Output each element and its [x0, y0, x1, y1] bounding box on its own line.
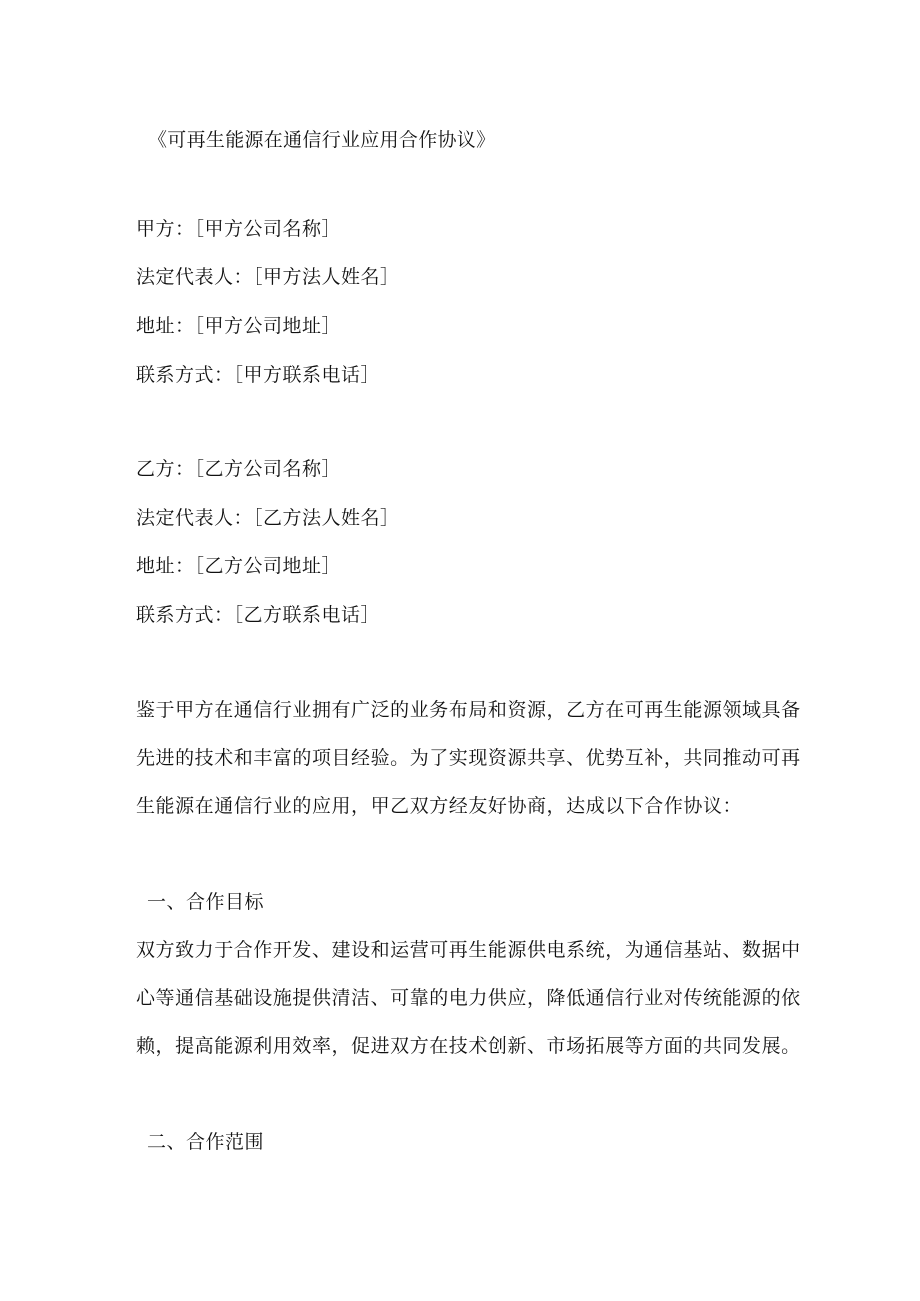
preamble-line: 生能源在通信行业的应用，甲乙双方经友好协商，达成以下合作协议： [136, 795, 743, 817]
party-b-name: 乙方：［乙方公司名称］ [136, 458, 342, 480]
party-b-address: 地址：［乙方公司地址］ [136, 555, 342, 577]
party-a-representative: 法定代表人：［甲方法人姓名］ [136, 266, 400, 288]
section-1-heading: 一、合作目标 [147, 891, 265, 913]
party-b-representative: 法定代表人：［乙方法人姓名］ [136, 507, 400, 529]
section-1-line: 双方致力于合作开发、建设和运营可再生能源供电系统，为通信基站、数据中 [136, 939, 801, 961]
party-b-contact: 联系方式：［乙方联系电话］ [136, 604, 381, 626]
section-1-line: 心等通信基础设施提供清洁、可靠的电力供应，降低通信行业对传统能源的依 [136, 987, 801, 1009]
section-1-line: 赖，提高能源利用效率，促进双方在技术创新、市场拓展等方面的共同发展。 [136, 1035, 801, 1057]
preamble-paragraph [136, 686, 801, 830]
preamble-line: 鉴于甲方在通信行业拥有广泛的业务布局和资源，乙方在可再生能源领域具备 [136, 699, 801, 721]
section-2-heading: 二、合作范围 [147, 1131, 265, 1153]
document-title: 《可再生能源在通信行业应用合作协议》 [148, 129, 496, 151]
preamble-line: 先进的技术和丰富的项目经验。为了实现资源共享、优势互补，共同推动可再 [136, 747, 801, 769]
party-a-contact: 联系方式：［甲方联系电话］ [136, 364, 381, 386]
party-a-address: 地址：［甲方公司地址］ [136, 315, 342, 337]
section-1-paragraph [136, 926, 801, 1070]
party-a-name: 甲方：［甲方公司名称］ [136, 218, 342, 240]
